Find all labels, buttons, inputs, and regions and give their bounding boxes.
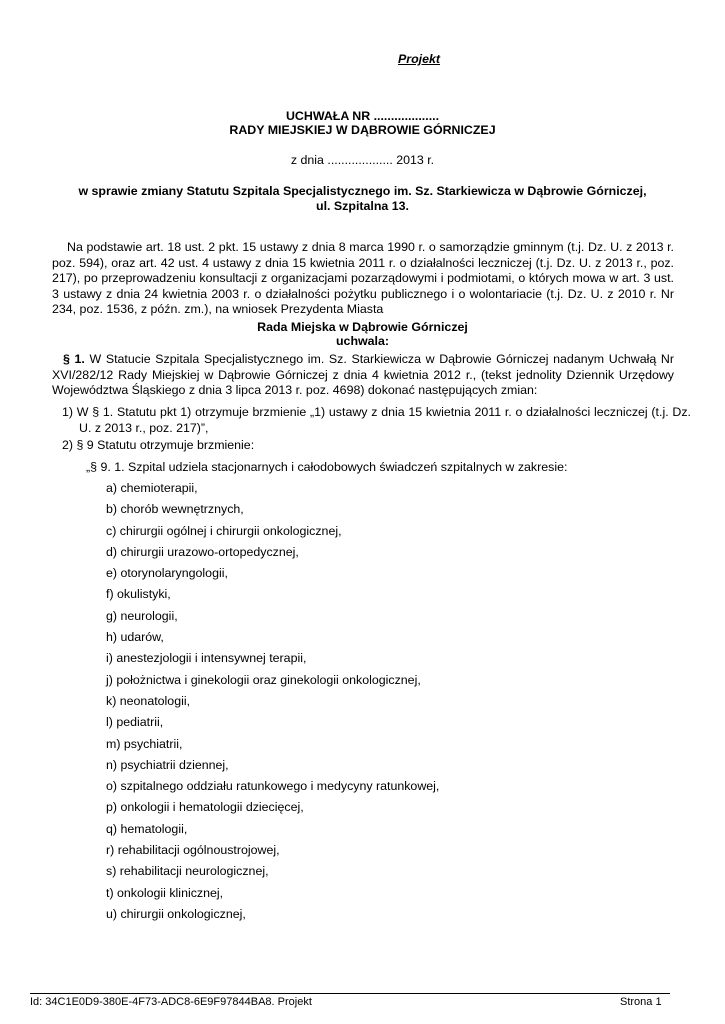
list-item: o) szpitalnego oddziału ratunkowego i medycyny ratunkowej, [106, 779, 440, 794]
section-1-text: W Statucie Szpitala Specjalistycznego im. Sz. Starkiewicza w Dąbrowie Górniczej nadanym Uchwałą Nr XVI/282/12 Rady Miejskiej w Dąbrowie Górniczej z dnia 4 kwietnia 2012 r., (tekst jednolity Dziennik Urzędowy Województwa Śląskiego z dnia 3 lipca 2013 r. poz. 4698) dokonać następujących zmian: [52, 352, 674, 397]
list-item: g) neurologii, [106, 608, 178, 623]
resolution-title: UCHWAŁA NR ................... [285, 109, 440, 123]
resolution-date: z dnia ................... 2013 r. [290, 153, 435, 167]
list-item: c) chirurgii ogólnej i chirurgii onkologicznej, [106, 523, 342, 538]
document-id: Id: 34C1E0D9-380E-4F73-ADC8-6E9F97844BA8. Projekt [30, 996, 312, 1008]
change-item-1: 1) W § 1. Statutu pkt 1) otrzymuje brzmienie „1) ustawy z dnia 15 kwietnia 2011 r. o działalności leczniczej (t.j. Dz. U. z 2013 r., poz. 217)”, [62, 405, 691, 435]
list-item: d) chirurgii urazowo-ortopedycznej, [106, 544, 299, 559]
list-item: q) hematologii, [106, 821, 188, 836]
list-item: k) neonatologii, [106, 693, 191, 708]
list-item: e) otorynolaryngologii, [106, 566, 228, 581]
list-item: i) anestezjologii i intensywnej terapii, [106, 651, 307, 666]
list-item: p) onkologii i hematologii dziecięcej, [106, 800, 304, 815]
section-9-quote: „§ 9. 1. Szpital udziela stacjonarnych i całodobowych świadczeń szpitalnych w zakresie: [86, 460, 568, 474]
subject-line-2: ul. Szpitalna 13. [316, 199, 409, 213]
list-item: j) położnictwa i ginekologii oraz ginekologii onkologicznej, [106, 672, 421, 687]
list-item: l) pediatrii, [106, 715, 164, 730]
list-item: n) psychiatrii dziennej, [106, 757, 229, 772]
list-item: f) okulistyki, [106, 587, 171, 602]
change-item-2: 2) § 9 Statutu otrzymuje brzmienie: [62, 438, 255, 452]
list-item: b) chorób wewnętrznych, [106, 502, 244, 517]
list-item: r) rehabilitacji ogólnoustrojowej, [106, 843, 280, 858]
resolves-heading: uchwala: [335, 334, 390, 348]
page-number: Strona 1 [620, 996, 662, 1008]
section-1-paragraph [52, 352, 674, 399]
legal-basis-paragraph: Na podstawie art. 18 ust. 2 pkt. 15 ustawy z dnia 8 marca 1990 r. o samorządzie gminnym (t.j. Dz. U. z 2013 r. poz. 594), oraz art. 42 ust. 4 ustawy z dnia 15 kwietnia 2011 r. o działalności leczniczej (t.j. Dz. U. z 2013 r., poz. 217), po przeprowadzeniu konsultacji z organizacjami pozarządowymi i podmiotami, o których mowa w art. 3 ust. 3 ustawy z dnia 24 kwietnia 2003 r. o działalności pożytku publicznego i o wolontariacie (t.j. Dz. U. z 2010 r. Nr 234, poz. 1536, z późn. zm.), na wniosek Prezydenta Miasta [52, 240, 674, 316]
council-heading: Rada Miejska w Dąbrowie Górniczej [257, 320, 468, 334]
section-1-label: § 1. [63, 352, 85, 366]
footer-divider [30, 993, 670, 994]
subject-line-1: w sprawie zmiany Statutu Szpitala Specjalistycznego im. Sz. Starkiewicza w Dąbrowie Górniczej, [78, 184, 647, 198]
list-item: h) udarów, [106, 630, 164, 645]
list-item: m) psychiatrii, [106, 736, 183, 751]
list-item: a) chemioterapii, [106, 481, 198, 495]
list-item: s) rehabilitacji neurologicznej, [106, 864, 269, 879]
list-item: t) onkologii klinicznej, [106, 885, 224, 900]
services-list [106, 481, 439, 928]
list-item: u) chirurgii onkologicznej, [106, 906, 246, 921]
council-title: RADY MIEJSKIEJ W DĄBROWIE GÓRNICZEJ [229, 123, 496, 137]
projekt-label: Projekt [398, 52, 441, 66]
